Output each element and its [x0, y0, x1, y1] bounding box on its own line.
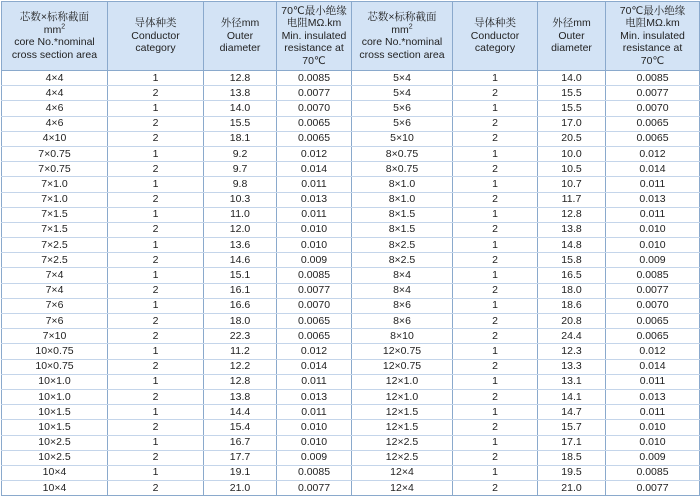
- category-cell: 2: [453, 253, 538, 268]
- diameter-cell: 13.8: [204, 86, 277, 101]
- diameter-cell: 12.8: [204, 71, 277, 86]
- table-row: [2, 329, 700, 344]
- header-text: resistance at: [622, 42, 683, 55]
- diameter-cell: 15.1: [204, 268, 277, 283]
- diameter-cell: 10.3: [204, 192, 277, 207]
- unit-text: mm: [43, 23, 62, 36]
- header-text: diameter: [551, 42, 592, 55]
- category-cell: 1: [108, 146, 204, 161]
- header-text: Min. insulated: [281, 29, 347, 42]
- category-cell: 2: [108, 481, 204, 496]
- header-text: 电阻MΩ.km: [286, 17, 342, 30]
- diameter-cell: 20.5: [538, 131, 606, 146]
- diameter-cell: 14.7: [538, 405, 606, 420]
- header-diameter-left: [204, 2, 277, 71]
- header-text: 70℃: [302, 54, 326, 67]
- core-size-cell: 8×4: [352, 268, 453, 283]
- core-size-cell: 7×10: [2, 329, 108, 344]
- category-cell: 2: [453, 329, 538, 344]
- unit-superscript: 2: [408, 23, 413, 30]
- resistance-cell: 0.0065: [606, 131, 700, 146]
- core-size-cell: 10×0.75: [2, 359, 108, 374]
- diameter-cell: 17.1: [538, 435, 606, 450]
- table-row: [2, 420, 700, 435]
- header-text: 外径mm: [552, 17, 591, 30]
- header-text: 70℃最小绝缘: [281, 4, 347, 17]
- table-row: [2, 374, 700, 389]
- category-cell: 1: [108, 435, 204, 450]
- core-size-cell: 4×4: [2, 86, 108, 101]
- core-size-cell: 10×1.0: [2, 389, 108, 404]
- category-cell: 2: [453, 222, 538, 237]
- core-size-cell: 8×1.0: [352, 177, 453, 192]
- resistance-cell: 0.010: [606, 238, 700, 253]
- category-cell: 2: [108, 116, 204, 131]
- table-row: [2, 283, 700, 298]
- header-text: 70℃最小绝缘: [619, 4, 686, 17]
- header-text: Min. insulated: [620, 29, 685, 42]
- resistance-cell: 0.0085: [277, 465, 352, 480]
- table-row: [2, 162, 700, 177]
- core-size-cell: 10×2.5: [2, 450, 108, 465]
- resistance-cell: 0.009: [277, 450, 352, 465]
- table-row: [2, 314, 700, 329]
- resistance-cell: 0.010: [606, 420, 700, 435]
- core-size-cell: 8×4: [352, 283, 453, 298]
- category-cell: 1: [453, 101, 538, 116]
- header-category-right: [453, 2, 538, 71]
- category-cell: 2: [453, 86, 538, 101]
- header-text: Outer: [226, 29, 254, 42]
- resistance-cell: 0.0070: [606, 101, 700, 116]
- category-cell: 1: [108, 405, 204, 420]
- diameter-cell: 24.4: [538, 329, 606, 344]
- resistance-cell: 0.014: [606, 359, 700, 374]
- resistance-cell: 0.010: [606, 435, 700, 450]
- resistance-cell: 0.011: [606, 405, 700, 420]
- category-cell: 2: [108, 253, 204, 268]
- diameter-cell: 16.5: [538, 268, 606, 283]
- table-row: [2, 268, 700, 283]
- header-text: 芯数×标称截面: [367, 11, 437, 23]
- core-size-cell: 8×1.5: [352, 222, 453, 237]
- diameter-cell: 18.0: [204, 314, 277, 329]
- core-size-cell: 10×1.5: [2, 420, 108, 435]
- core-size-cell: 12×2.5: [352, 450, 453, 465]
- diameter-cell: 9.8: [204, 177, 277, 192]
- diameter-cell: 18.1: [204, 131, 277, 146]
- category-cell: 1: [453, 207, 538, 222]
- header-text: [4, 24, 105, 37]
- resistance-cell: 0.014: [277, 162, 352, 177]
- category-cell: 1: [108, 298, 204, 313]
- table-row: [2, 101, 700, 116]
- header-text: Outer: [558, 29, 585, 42]
- category-cell: 1: [108, 268, 204, 283]
- category-cell: 1: [108, 207, 204, 222]
- diameter-cell: 18.5: [538, 450, 606, 465]
- table-row: [2, 344, 700, 359]
- category-cell: 1: [453, 177, 538, 192]
- header-diameter-right: [538, 2, 606, 71]
- resistance-cell: 0.0085: [606, 465, 700, 480]
- header-text: 电阻MΩ.km: [625, 17, 680, 30]
- header-text: [354, 24, 450, 37]
- table-row: [2, 359, 700, 374]
- resistance-cell: 0.010: [606, 222, 700, 237]
- core-size-cell: 12×1.5: [352, 405, 453, 420]
- header-row: [2, 2, 700, 71]
- category-cell: 2: [108, 389, 204, 404]
- table-body: [2, 71, 700, 496]
- category-cell: 2: [453, 283, 538, 298]
- category-cell: 1: [453, 268, 538, 283]
- resistance-cell: 0.0077: [277, 283, 352, 298]
- core-size-cell: 8×2.5: [352, 253, 453, 268]
- resistance-cell: 0.0065: [277, 116, 352, 131]
- table-row: [2, 253, 700, 268]
- resistance-cell: 0.013: [606, 389, 700, 404]
- resistance-cell: 0.013: [606, 192, 700, 207]
- diameter-cell: 12.2: [204, 359, 277, 374]
- category-cell: 1: [108, 465, 204, 480]
- resistance-cell: 0.0065: [277, 329, 352, 344]
- core-size-cell: 5×4: [352, 71, 453, 86]
- core-size-cell: 8×0.75: [352, 146, 453, 161]
- resistance-cell: 0.0085: [606, 268, 700, 283]
- core-size-cell: 12×0.75: [352, 344, 453, 359]
- table-row: [2, 131, 700, 146]
- resistance-cell: 0.0085: [277, 71, 352, 86]
- core-size-cell: 7×4: [2, 283, 108, 298]
- header-resistance-left: [277, 2, 352, 71]
- header-resistance-right: [606, 2, 700, 71]
- table-row: [2, 116, 700, 131]
- diameter-cell: 11.0: [204, 207, 277, 222]
- diameter-cell: 10.5: [538, 162, 606, 177]
- category-cell: 1: [108, 374, 204, 389]
- resistance-cell: 0.010: [277, 238, 352, 253]
- resistance-cell: 0.009: [606, 253, 700, 268]
- category-cell: 2: [453, 420, 538, 435]
- diameter-cell: 14.6: [204, 253, 277, 268]
- header-category-left: [108, 2, 204, 71]
- diameter-cell: 15.5: [538, 86, 606, 101]
- unit-superscript: 2: [61, 23, 66, 30]
- resistance-cell: 0.0065: [606, 314, 700, 329]
- cable-spec-table-container: [1, 1, 699, 496]
- diameter-cell: 22.3: [204, 329, 277, 344]
- category-cell: 2: [108, 192, 204, 207]
- core-size-cell: 8×6: [352, 298, 453, 313]
- resistance-cell: 0.009: [277, 253, 352, 268]
- diameter-cell: 15.5: [204, 116, 277, 131]
- core-size-cell: 4×6: [2, 101, 108, 116]
- header-text: core No.*nominal: [14, 36, 95, 48]
- diameter-cell: 12.8: [538, 207, 606, 222]
- table-row: [2, 86, 700, 101]
- resistance-cell: 0.011: [606, 374, 700, 389]
- resistance-cell: 0.0065: [277, 314, 352, 329]
- table-row: [2, 177, 700, 192]
- category-cell: 2: [453, 359, 538, 374]
- core-size-cell: 7×6: [2, 314, 108, 329]
- header-text: Conductor: [131, 29, 180, 42]
- header-text: cross section area: [359, 48, 445, 61]
- resistance-cell: 0.0077: [606, 481, 700, 496]
- core-size-cell: 7×1.0: [2, 192, 108, 207]
- header-text: resistance at: [284, 42, 344, 55]
- resistance-cell: 0.0085: [277, 268, 352, 283]
- category-cell: 2: [108, 450, 204, 465]
- core-size-cell: 7×0.75: [2, 162, 108, 177]
- core-size-cell: 5×6: [352, 116, 453, 131]
- diameter-cell: 10.0: [538, 146, 606, 161]
- core-size-cell: 5×4: [352, 86, 453, 101]
- category-cell: 2: [108, 329, 204, 344]
- category-cell: 1: [453, 435, 538, 450]
- resistance-cell: 0.0065: [606, 329, 700, 344]
- core-size-cell: 4×4: [2, 71, 108, 86]
- core-size-cell: 8×6: [352, 314, 453, 329]
- table-row: [2, 481, 700, 496]
- core-size-cell: 7×6: [2, 298, 108, 313]
- resistance-cell: 0.0070: [277, 298, 352, 313]
- core-size-cell: 8×10: [352, 329, 453, 344]
- core-size-cell: 5×10: [352, 131, 453, 146]
- core-size-cell: 10×4: [2, 481, 108, 496]
- category-cell: 1: [453, 374, 538, 389]
- diameter-cell: 14.1: [538, 389, 606, 404]
- header-text: Conductor: [470, 29, 520, 42]
- table-row: [2, 71, 700, 86]
- category-cell: 2: [453, 314, 538, 329]
- diameter-cell: 21.0: [538, 481, 606, 496]
- diameter-cell: 15.8: [538, 253, 606, 268]
- category-cell: 2: [453, 131, 538, 146]
- unit-text: mm: [391, 23, 409, 36]
- category-cell: 2: [453, 162, 538, 177]
- resistance-cell: 0.011: [277, 177, 352, 192]
- category-cell: 1: [453, 298, 538, 313]
- core-size-cell: 7×0.75: [2, 146, 108, 161]
- core-size-cell: 7×2.5: [2, 238, 108, 253]
- category-cell: 2: [108, 359, 204, 374]
- category-cell: 2: [108, 222, 204, 237]
- core-size-cell: 7×2.5: [2, 253, 108, 268]
- core-size-cell: 12×1.0: [352, 374, 453, 389]
- table-row: [2, 405, 700, 420]
- header-text: 芯数×标称截面: [19, 11, 90, 23]
- diameter-cell: 20.8: [538, 314, 606, 329]
- diameter-cell: 13.3: [538, 359, 606, 374]
- cable-spec-table: [1, 1, 700, 496]
- header-text: category: [135, 42, 176, 55]
- core-size-cell: 5×6: [352, 101, 453, 116]
- core-size-cell: 7×4: [2, 268, 108, 283]
- core-size-cell: 7×1.5: [2, 207, 108, 222]
- resistance-cell: 0.0077: [606, 283, 700, 298]
- category-cell: 2: [453, 389, 538, 404]
- diameter-cell: 14.0: [204, 101, 277, 116]
- table-row: [2, 465, 700, 480]
- core-size-cell: 10×1.0: [2, 374, 108, 389]
- diameter-cell: 15.5: [538, 101, 606, 116]
- table-row: [2, 389, 700, 404]
- diameter-cell: 13.8: [538, 222, 606, 237]
- diameter-cell: 16.7: [204, 435, 277, 450]
- header-text: category: [474, 42, 516, 55]
- core-size-cell: 7×1.0: [2, 177, 108, 192]
- core-size-cell: 12×1.0: [352, 389, 453, 404]
- category-cell: 2: [108, 420, 204, 435]
- core-size-cell: 4×10: [2, 131, 108, 146]
- resistance-cell: 0.011: [606, 177, 700, 192]
- category-cell: 1: [453, 238, 538, 253]
- core-size-cell: 12×1.5: [352, 420, 453, 435]
- header-text: 外径mm: [220, 17, 260, 30]
- resistance-cell: 0.010: [277, 222, 352, 237]
- diameter-cell: 15.4: [204, 420, 277, 435]
- diameter-cell: 13.1: [538, 374, 606, 389]
- table-row: [2, 435, 700, 450]
- core-size-cell: 10×4: [2, 465, 108, 480]
- core-size-cell: 8×2.5: [352, 238, 453, 253]
- resistance-cell: 0.014: [606, 162, 700, 177]
- category-cell: 2: [108, 86, 204, 101]
- core-size-cell: 12×4: [352, 481, 453, 496]
- resistance-cell: 0.011: [277, 207, 352, 222]
- category-cell: 2: [453, 450, 538, 465]
- resistance-cell: 0.012: [606, 344, 700, 359]
- core-size-cell: 7×1.5: [2, 222, 108, 237]
- table-row: [2, 298, 700, 313]
- diameter-cell: 12.8: [204, 374, 277, 389]
- core-size-cell: 4×6: [2, 116, 108, 131]
- category-cell: 2: [453, 481, 538, 496]
- diameter-cell: 16.6: [204, 298, 277, 313]
- diameter-cell: 13.6: [204, 238, 277, 253]
- category-cell: 2: [453, 116, 538, 131]
- diameter-cell: 21.0: [204, 481, 277, 496]
- diameter-cell: 17.0: [538, 116, 606, 131]
- category-cell: 1: [108, 177, 204, 192]
- diameter-cell: 18.6: [538, 298, 606, 313]
- core-size-cell: 8×0.75: [352, 162, 453, 177]
- core-size-cell: 10×2.5: [2, 435, 108, 450]
- resistance-cell: 0.013: [277, 192, 352, 207]
- header-core-left: [2, 2, 108, 71]
- header-text: core No.*nominal: [361, 36, 443, 48]
- core-size-cell: 8×1.5: [352, 207, 453, 222]
- table-row: [2, 450, 700, 465]
- resistance-cell: 0.0065: [277, 131, 352, 146]
- core-size-cell: 10×1.5: [2, 405, 108, 420]
- diameter-cell: 12.3: [538, 344, 606, 359]
- diameter-cell: 17.7: [204, 450, 277, 465]
- resistance-cell: 0.012: [277, 344, 352, 359]
- diameter-cell: 19.5: [538, 465, 606, 480]
- diameter-cell: 16.1: [204, 283, 277, 298]
- resistance-cell: 0.0070: [277, 101, 352, 116]
- resistance-cell: 0.012: [606, 146, 700, 161]
- category-cell: 1: [108, 101, 204, 116]
- table-row: [2, 192, 700, 207]
- resistance-cell: 0.013: [277, 389, 352, 404]
- core-size-cell: 10×0.75: [2, 344, 108, 359]
- header-text: 导体种类: [134, 17, 177, 30]
- resistance-cell: 0.011: [277, 405, 352, 420]
- resistance-cell: 0.014: [277, 359, 352, 374]
- table-row: [2, 207, 700, 222]
- diameter-cell: 14.0: [538, 71, 606, 86]
- diameter-cell: 10.7: [538, 177, 606, 192]
- resistance-cell: 0.0077: [606, 86, 700, 101]
- resistance-cell: 0.0077: [277, 86, 352, 101]
- diameter-cell: 13.8: [204, 389, 277, 404]
- diameter-cell: 9.2: [204, 146, 277, 161]
- category-cell: 1: [453, 71, 538, 86]
- category-cell: 2: [108, 314, 204, 329]
- diameter-cell: 14.8: [538, 238, 606, 253]
- resistance-cell: 0.0065: [606, 116, 700, 131]
- resistance-cell: 0.009: [606, 450, 700, 465]
- resistance-cell: 0.010: [277, 435, 352, 450]
- header-text: diameter: [219, 42, 261, 55]
- resistance-cell: 0.012: [277, 146, 352, 161]
- category-cell: 1: [453, 146, 538, 161]
- category-cell: 2: [453, 192, 538, 207]
- header-core-right: [352, 2, 453, 71]
- resistance-cell: 0.0077: [277, 481, 352, 496]
- table-row: [2, 146, 700, 161]
- diameter-cell: 18.0: [538, 283, 606, 298]
- category-cell: 2: [108, 162, 204, 177]
- diameter-cell: 9.7: [204, 162, 277, 177]
- core-size-cell: 12×0.75: [352, 359, 453, 374]
- diameter-cell: 14.4: [204, 405, 277, 420]
- core-size-cell: 8×1.0: [352, 192, 453, 207]
- diameter-cell: 19.1: [204, 465, 277, 480]
- diameter-cell: 15.7: [538, 420, 606, 435]
- core-size-cell: 12×2.5: [352, 435, 453, 450]
- resistance-cell: 0.011: [277, 374, 352, 389]
- resistance-cell: 0.0085: [606, 71, 700, 86]
- resistance-cell: 0.0070: [606, 298, 700, 313]
- category-cell: 1: [108, 344, 204, 359]
- header-text: cross section area: [11, 48, 98, 61]
- resistance-cell: 0.010: [277, 420, 352, 435]
- diameter-cell: 12.0: [204, 222, 277, 237]
- header-text: 70℃: [640, 54, 665, 67]
- diameter-cell: 11.7: [538, 192, 606, 207]
- category-cell: 1: [108, 238, 204, 253]
- category-cell: 1: [108, 71, 204, 86]
- table-row: [2, 222, 700, 237]
- category-cell: 1: [453, 465, 538, 480]
- category-cell: 2: [108, 131, 204, 146]
- diameter-cell: 11.2: [204, 344, 277, 359]
- core-size-cell: 12×4: [352, 465, 453, 480]
- table-row: [2, 238, 700, 253]
- category-cell: 2: [108, 283, 204, 298]
- category-cell: 1: [453, 344, 538, 359]
- header-text: 导体种类: [474, 17, 516, 30]
- resistance-cell: 0.011: [606, 207, 700, 222]
- category-cell: 1: [453, 405, 538, 420]
